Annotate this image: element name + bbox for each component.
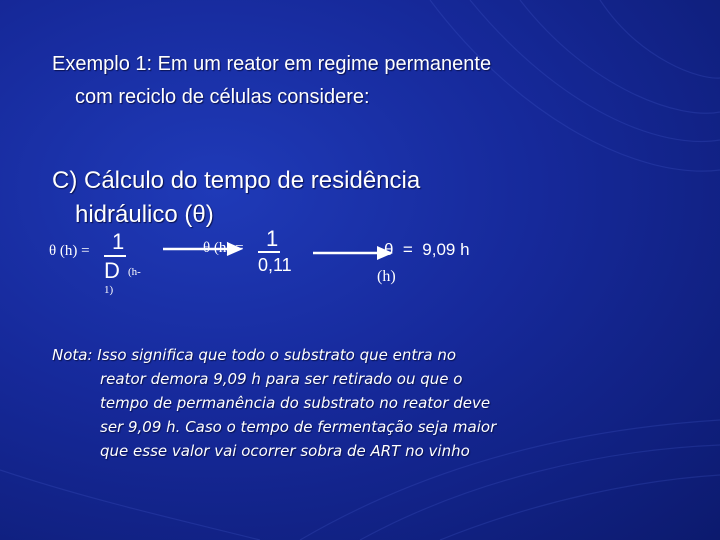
formula1-denominator: D [104, 258, 120, 283]
formula1-lhs: θ (h) = [49, 243, 90, 259]
note-line: ser 9,09 h. Caso o tempo de fermentação seja maior [100, 418, 497, 436]
section-heading-line-2: hidráulico (θ) [75, 201, 214, 228]
formula1-unit-part1: (h- [128, 266, 141, 278]
note-line: Nota: Isso significa que todo o substrato que entra no [52, 346, 457, 364]
formula2-denominator: 0,11 [258, 255, 292, 275]
note-line: tempo de permanência do substrato no reator deve [100, 394, 491, 412]
note-paragraph [52, 343, 592, 463]
slide-title-line-2: com reciclo de células considere: [75, 86, 370, 108]
section-heading-line-1: C) Cálculo do tempo de residência [52, 167, 421, 194]
formula1-numerator: 1 [112, 229, 125, 254]
formula2-fraction-bar [258, 251, 280, 253]
formula1-unit-part2: 1) [104, 284, 114, 296]
formula1-fraction-bar [104, 255, 126, 257]
formula2-lhs: θ (h) = [203, 240, 244, 256]
slide-title-line-1: Exemplo 1: Em um reator em regime permanente [52, 53, 492, 75]
note-line: reator demora 9,09 h para ser retirado ou que o [100, 370, 463, 388]
note-line: que esse valor vai ocorrer sobra de ART no vinho [100, 442, 470, 460]
result-value: θ = 9,09 h [384, 240, 470, 259]
formula2-numerator: 1 [266, 226, 279, 251]
result-unit: (h) [377, 268, 396, 285]
arrow-right-icon [313, 246, 393, 260]
